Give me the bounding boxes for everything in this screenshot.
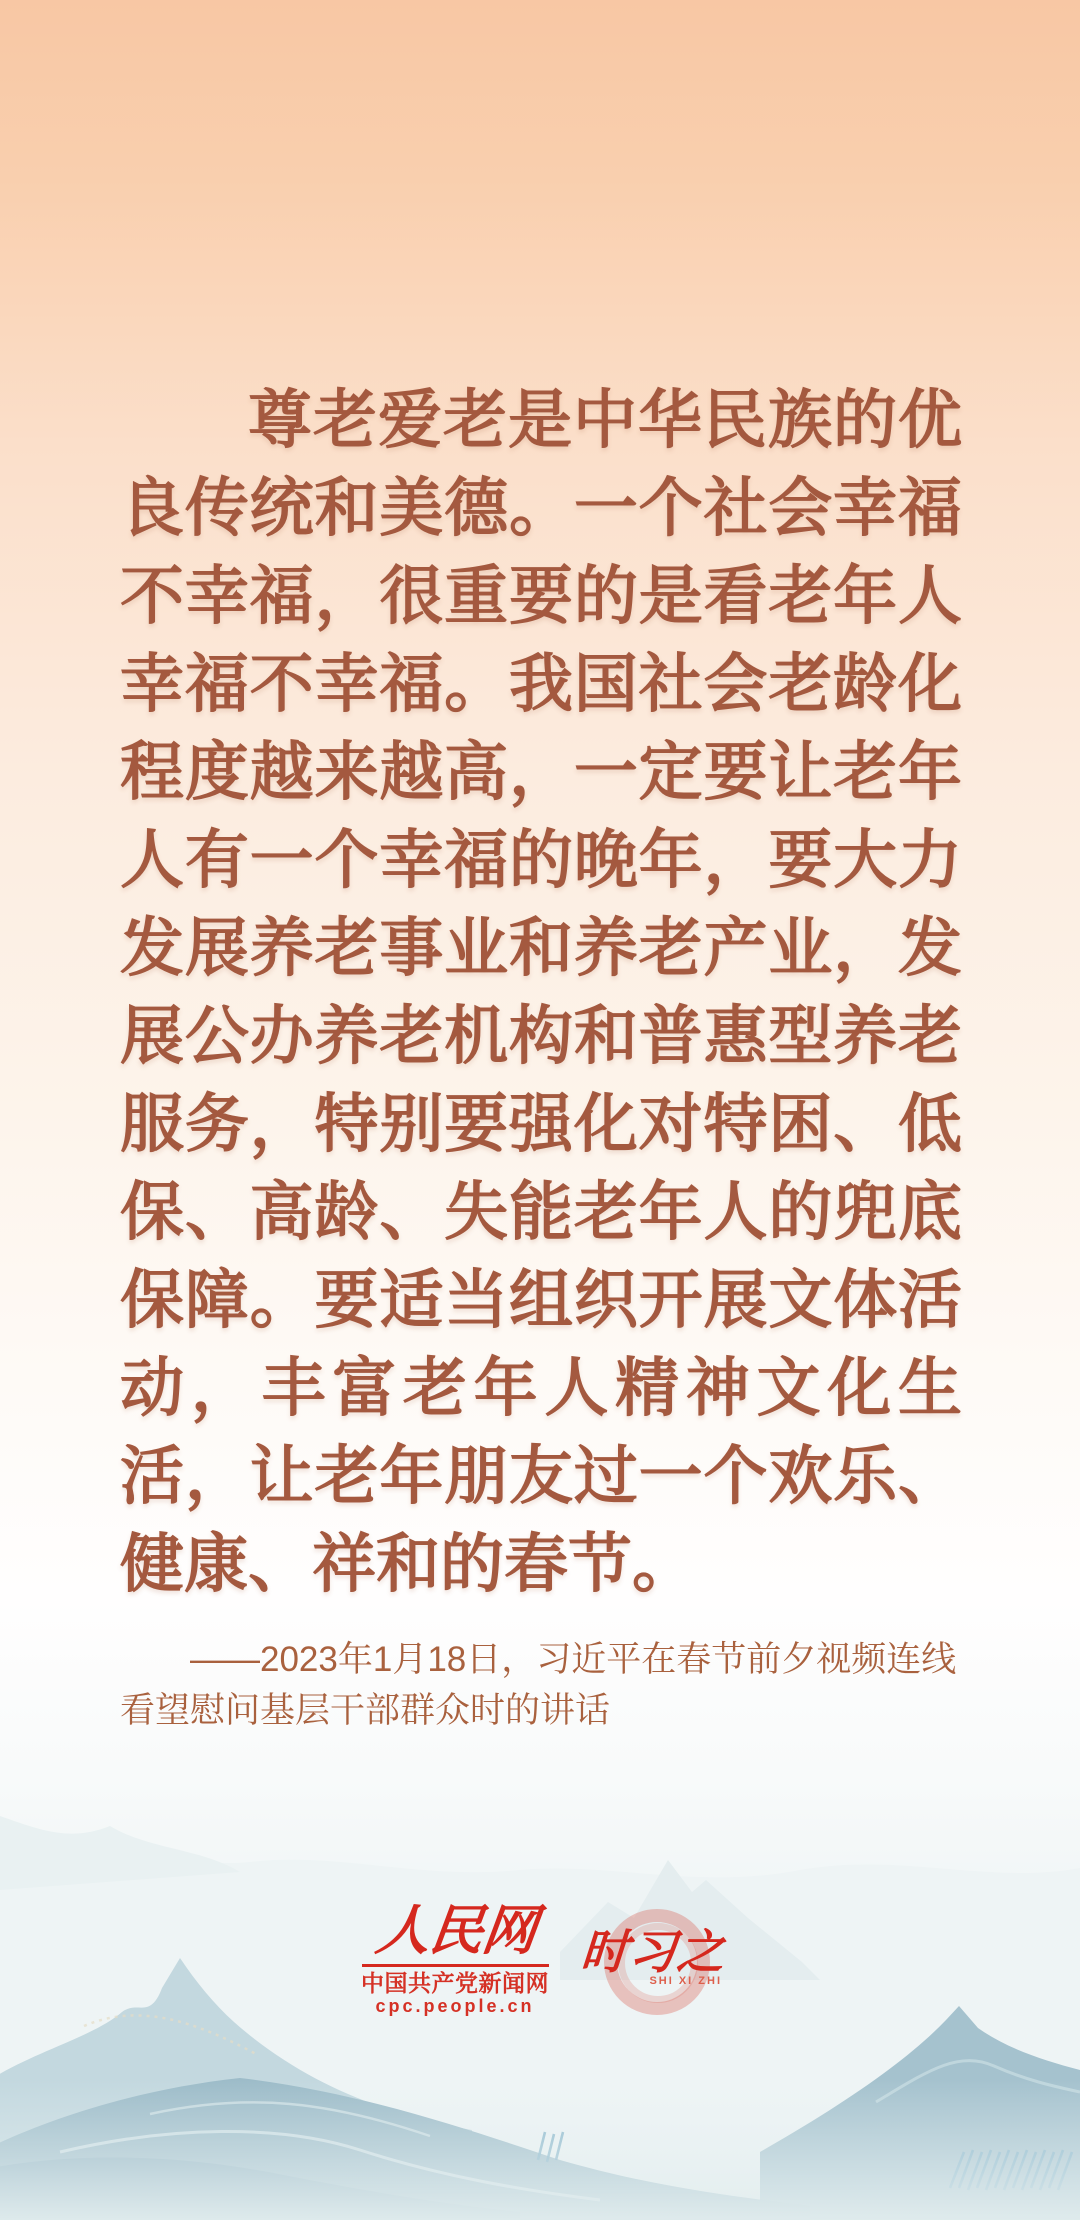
quote-text: 尊老爱老是中华民族的优良传统和美德。一个社会幸福不幸福，很重要的是看老年人幸福不幸福。我国社会老龄化程度越来越高，一定要让老年人有一个幸福的晚年，要大力发展养老事业和养老产业，发展公办养老机构和普惠型养老服务，特别要强化对特困、低保、高龄、失能老年人的兜底保障。要适当组织开展文体活动，丰富老年人精神文化生活，让老年朋友过一个欢乐、健康、祥和的春节。 [120,384,962,1600]
shi-xi-zhi-logo: 时习之 [579,1925,727,1978]
mist-overlay [0,2080,1080,2220]
cpc-news-site-name: 中国共产党新闻网 [361,1970,549,1996]
peoples-daily-logo: 人民网 [372,1901,540,1961]
citation-line-2: 看望慰问基层干部群众时的讲话 [120,1691,611,1730]
peoples-daily-logo-underline [362,1964,549,1967]
citation [120,1634,972,1736]
cpc-news-site-url: cpc.people.cn [375,1996,535,2016]
shi-xi-zhi-pinyin: SHI XI ZHI [649,1975,722,1987]
citation-line-1: ——2023年1月18日，习近平在春节前夕视频连线 [190,1640,957,1679]
